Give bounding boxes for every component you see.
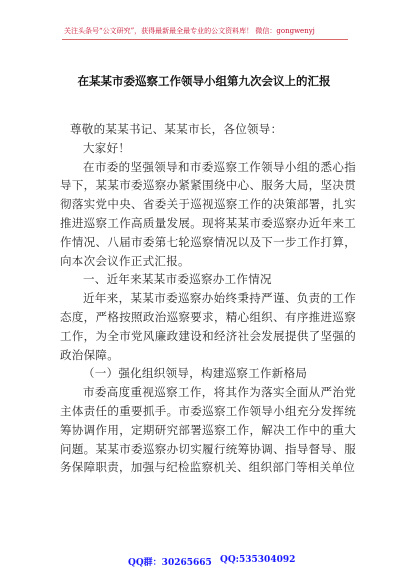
subsection-heading-1: （一）强化组织领导，构建巡察工作新格局 xyxy=(83,366,308,381)
greeting: 大家好！ xyxy=(83,140,131,155)
document-body xyxy=(60,120,356,477)
section-heading-1: 一、近年来某某市委巡察办工作情况 xyxy=(83,272,272,287)
header-divider xyxy=(62,39,348,40)
paragraph-leadership: 市委高度重视巡察工作，将其作为落实全面从严治党主体责任的重要抓手。市委巡察工作领导小组充分发挥统筹协调作用，定期研究部署巡察工作，解决工作中的重大问题。某某市委巡察办切实履行统筹协调、指导督导、服务保障职责，加强与纪检监察机关、组织部门等相关单位 xyxy=(60,385,356,475)
footer-qq: QQ:535304092 xyxy=(220,555,296,565)
header-notice: 关注头条号“公文研究”，获得最新最全最专业的公文资料库！ 微信：gongwenyj xyxy=(64,27,315,35)
footer-qq-group: QQ群：30265665 xyxy=(128,558,212,568)
paragraph-overview: 近年来，某某市委巡察办始终秉持严谨、负责的工作态度，严格按照政治巡察要求，精心组织、有序推进巡察工作，为全市党风廉政建设和经济社会发展提供了坚强的政治保障。 xyxy=(60,291,356,362)
document-title: 在某某市委巡察工作领导小组第九次会议上的汇报 xyxy=(77,74,331,88)
paragraph-intro: 在市委的坚强领导和市委巡察工作领导小组的悉心指导下，某某市委巡察办紧紧围绕中心、服务大局，坚决贯彻落实党中央、省委关于巡视巡察工作的决策部署，扎实推进巡察工作高质量发展。现将某某市委巡察办近年来工作情况、八届市委第七轮巡察情况以及下一步工作打算，向本次会议作正式汇报。 xyxy=(60,159,356,268)
salutation: 尊敬的某某书记、某某市长，各位领导： xyxy=(70,122,283,136)
